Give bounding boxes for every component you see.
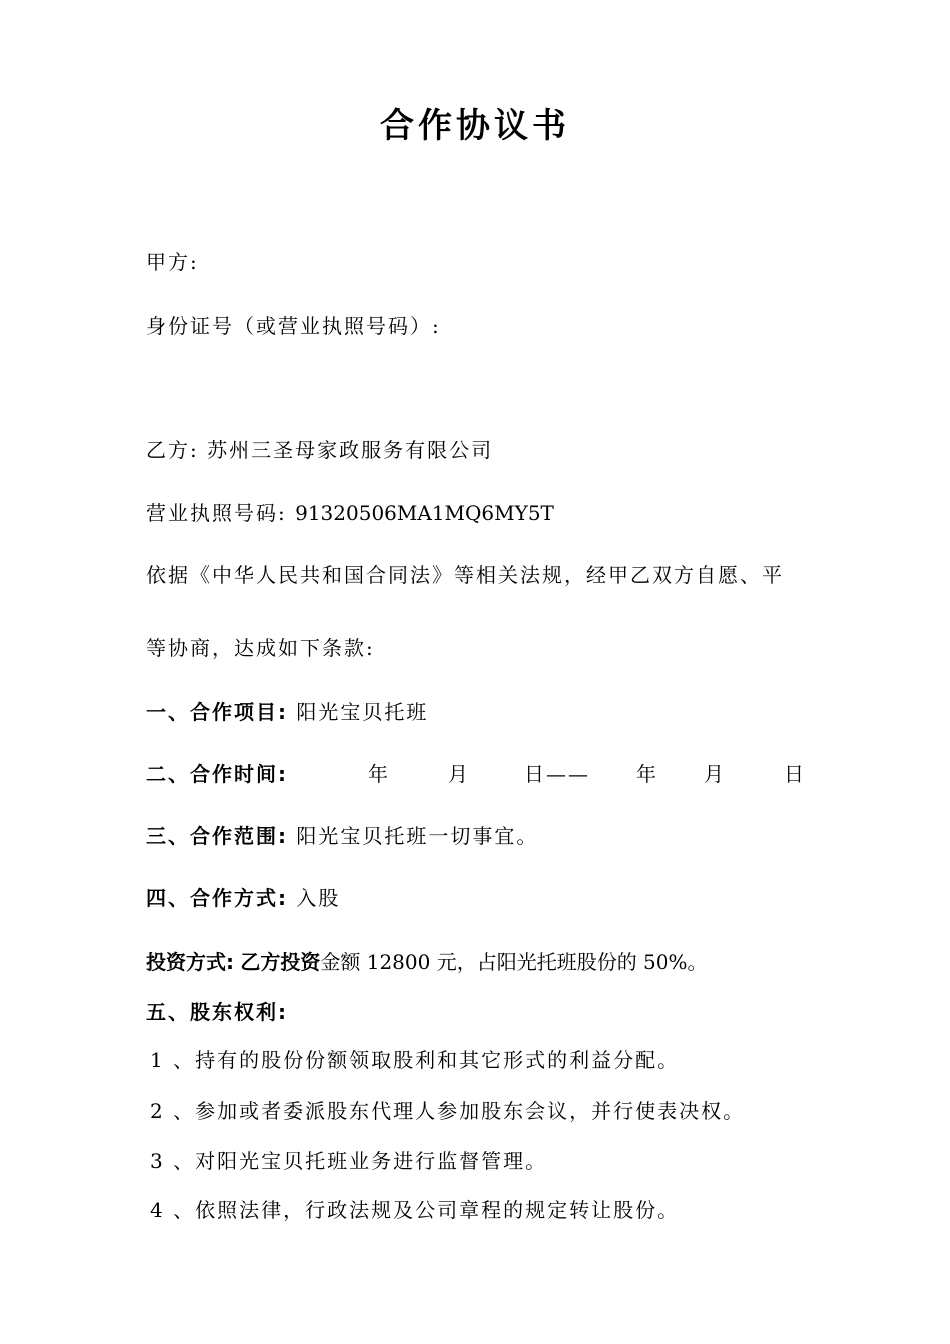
document-title: 合作协议书 (380, 106, 570, 146)
investment-heading: 投资方式: (146, 950, 234, 974)
right-item: 2 、参加或者委派股东代理人参加股东会议，并行使表决权。 (150, 1099, 746, 1123)
clause-2-heading: 二、合作时间: (146, 762, 288, 786)
date-year-1: 年 (368, 762, 390, 786)
clause-1-text: 阳光宝贝托班 (296, 700, 429, 724)
investment-line (146, 948, 708, 976)
clause-5-heading: 五、股东权利: (146, 1000, 288, 1024)
party-b-label: 乙方: (146, 438, 199, 462)
license-number: 91320506MA1MQ6MY5T (295, 501, 554, 525)
clause-3-text: 阳光宝贝托班一切事宜。 (296, 824, 539, 848)
party-a-label: 甲方: (146, 250, 199, 274)
party-b-name: 苏州三圣母家政服务有限公司 (207, 438, 494, 462)
intro-line-1: 依据《中华人民共和国合同法》等相关法规，经甲乙双方自愿、平 (146, 563, 784, 587)
intro-line-2: 等协商，达成如下条款: (146, 636, 375, 660)
right-item: 3 、对阳光宝贝托班业务进行监督管理。 (150, 1149, 548, 1173)
license-label: 营业执照号码: (146, 501, 287, 525)
party-b-license-line (146, 499, 554, 527)
date-month-2: 月 (704, 762, 726, 786)
party-b-line (146, 436, 493, 464)
clause-4-text: 入股 (296, 886, 341, 910)
investment-text: 金额 12800 元，占阳光托班股份的 50%。 (320, 950, 708, 974)
date-year-2: 年 (636, 762, 658, 786)
investment-bold-text: 乙方投资 (240, 950, 321, 974)
clause-1 (146, 698, 428, 726)
clause-3 (146, 822, 538, 850)
date-day-1: 日—— (524, 762, 590, 786)
clause-5 (146, 998, 288, 1026)
party-a-id-label: 身份证号（或营业执照号码）: (146, 314, 441, 338)
clause-4-heading: 四、合作方式: (146, 886, 288, 910)
clause-2 (146, 760, 806, 788)
right-item: 1 、持有的股份份额领取股利和其它形式的利益分配。 (150, 1048, 680, 1072)
clause-4 (146, 884, 340, 912)
clause-3-heading: 三、合作范围: (146, 824, 288, 848)
date-day-2: 日 (784, 762, 806, 786)
clause-1-heading: 一、合作项目: (146, 700, 288, 724)
right-item: 4 、依照法律，行政法规及公司章程的规定转让股份。 (150, 1198, 680, 1222)
date-month-1: 月 (448, 762, 470, 786)
